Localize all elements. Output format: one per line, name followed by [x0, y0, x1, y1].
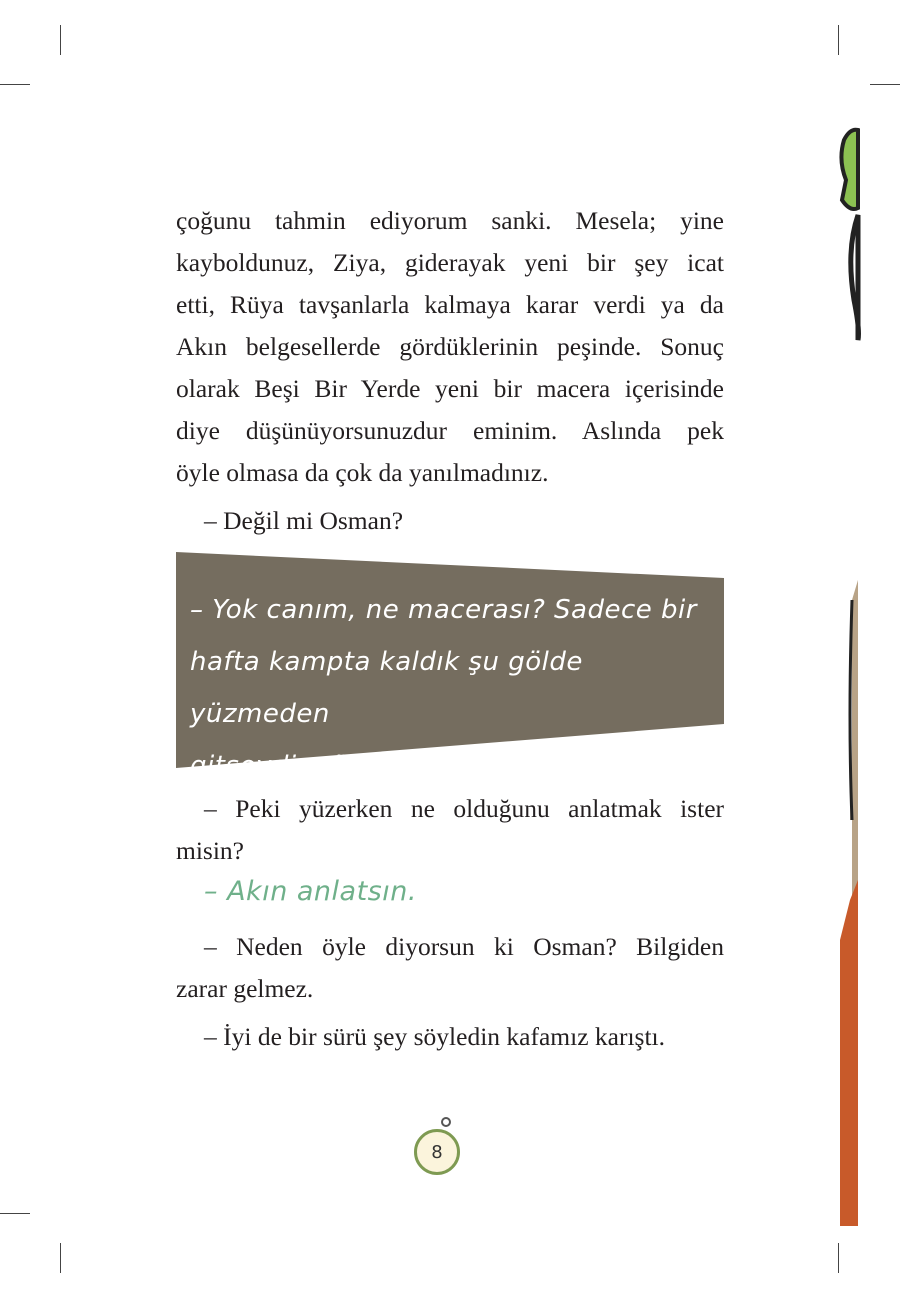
crop-mark [60, 25, 61, 55]
banner-text [190, 584, 710, 792]
text-line: misin? [176, 836, 244, 865]
text-line: Akın belgesellerde gördüklerinin peşinde. Sonuç [176, 332, 724, 361]
dialogue-line: – İyi de bir sürü şey söyledin kafamız karıştı. [204, 1022, 666, 1051]
body-paragraph [176, 200, 724, 494]
crop-mark [838, 25, 839, 55]
text-line: olarak Beşi Bir Yerde yeni bir macera içerisinde [176, 374, 724, 403]
text-line: çoğunu tahmin ediyorum sanki. Mesela; yine [176, 206, 724, 235]
green-dialogue-line: – Akın anlatsın. [204, 876, 417, 907]
crop-mark [870, 84, 900, 85]
banner-line: – Yok canım, ne macerası? Sadece bir [190, 595, 697, 625]
edge-illustration [836, 120, 900, 1230]
crop-mark [838, 1243, 839, 1273]
crop-mark [0, 84, 30, 85]
page-number: 8 [414, 1129, 460, 1175]
text-line: zarar gelmez. [176, 974, 314, 1003]
text-line: diye düşünüyorsunuzdur eminim. Aslında pek [176, 416, 724, 445]
body-paragraph [176, 788, 724, 872]
text-line: kayboldunuz, Ziya, giderayak yeni bir şey icat [176, 248, 724, 277]
body-paragraph [176, 926, 724, 1010]
banner-line: hafta kampta kaldık şu gölde yüzmeden [190, 647, 583, 729]
text-line: öyle olmasa da çok da yanılmadınız. [176, 458, 549, 487]
banner-line: gitseydim üzülürdüm. [190, 751, 484, 781]
text-line: – Peki yüzerken ne olduğunu anlatmak ister [204, 794, 724, 823]
text-line: – Neden öyle diyorsun ki Osman? Bilgiden [204, 932, 724, 961]
text-line: etti, Rüya tavşanlarla kalmaya karar verdi ya da [176, 290, 724, 319]
page-number-ornament [441, 1117, 451, 1127]
crop-mark [0, 1213, 30, 1214]
crop-mark [60, 1243, 61, 1273]
dialogue-line: – Değil mi Osman? [204, 506, 404, 535]
